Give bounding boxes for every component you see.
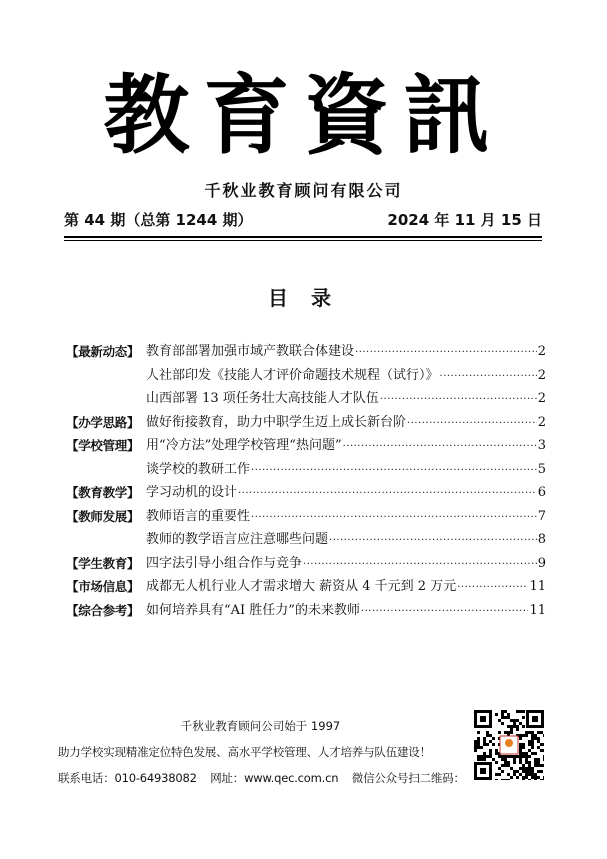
toc-entry[interactable] <box>66 481 546 505</box>
toc-entry-title: 四字法引导小组合作与竞争 <box>146 555 303 571</box>
toc-entry-title: 成都无人机行业人才需求增大 薪资从 4 千元到 2 万元 <box>146 579 457 594</box>
toc-entry-title: 谈学校的教研工作 <box>146 461 251 477</box>
issue-number: 第 44 期（总第 1244 期） <box>64 211 253 229</box>
toc-page-number: 11 <box>529 602 546 618</box>
toc-entry[interactable] <box>66 387 546 411</box>
contact-wechat: 微信公众号扫二维码： <box>351 771 465 785</box>
toc-page-number: 7 <box>537 508 546 524</box>
toc-page-number: 2 <box>537 391 546 406</box>
qr-logo-icon <box>505 739 513 747</box>
table-of-contents <box>66 340 546 622</box>
contact-website[interactable]: 网址：www.qec.com.cn <box>210 771 339 785</box>
toc-page-number: 5 <box>537 461 546 477</box>
toc-entry[interactable] <box>66 505 546 529</box>
header-rule-thin <box>64 240 542 241</box>
toc-category: 【办学思路】 <box>66 414 140 430</box>
toc-entry-title: 人社部印发《技能人才评价命题技术规程（试行）》 <box>146 367 439 383</box>
toc-entry[interactable] <box>66 458 546 482</box>
issue-info <box>64 209 542 231</box>
toc-entry-title: 教师语言的重要性 <box>146 508 251 524</box>
toc-leader <box>238 482 537 506</box>
toc-category: 【综合参考】 <box>66 602 140 618</box>
toc-leader <box>457 576 528 600</box>
toc-leader <box>251 506 537 530</box>
wechat-qr-code[interactable] <box>474 710 544 780</box>
footer-contact <box>58 770 468 786</box>
toc-entry-title: 用“冷方法”处理学校管理“热问题” <box>146 438 342 453</box>
toc-entry-title: 教育部部署加强市域产教联合体建设 <box>146 344 355 359</box>
toc-page-number: 2 <box>537 367 546 383</box>
toc-category: 【教育教学】 <box>66 485 140 500</box>
toc-entry[interactable] <box>66 552 546 576</box>
toc-leader <box>355 341 537 365</box>
toc-entry[interactable] <box>66 411 546 435</box>
contact-phone: 联系电话：010-64938082 <box>58 771 197 785</box>
toc-page-number: 3 <box>537 438 546 453</box>
toc-entry-title: 做好衔接教育，助力中职学生迈上成长新台阶 <box>146 414 407 430</box>
toc-leader <box>380 388 537 412</box>
toc-page-number: 8 <box>537 532 546 547</box>
toc-entry[interactable] <box>66 575 546 599</box>
toc-leader <box>361 600 529 624</box>
toc-page-number: 6 <box>537 485 546 500</box>
masthead-title: 教育資訊 <box>103 65 504 166</box>
toc-page-number: 9 <box>537 555 546 571</box>
issue-date: 2024 年 11 月 15 日 <box>387 211 542 229</box>
toc-title: 目 录 <box>268 286 339 310</box>
toc-entry-title: 如何培养具有“AI 胜任力”的未来教师 <box>146 602 360 618</box>
toc-entry-title: 学习动机的设计 <box>146 485 238 500</box>
toc-leader <box>251 459 537 483</box>
toc-category: 【学生教育】 <box>66 555 140 571</box>
toc-category: 【市场信息】 <box>66 579 140 594</box>
toc-entry[interactable] <box>66 528 546 552</box>
toc-entry-title: 山西部署 13 项任务壮大高技能人才队伍 <box>146 391 379 406</box>
toc-entry[interactable] <box>66 434 546 458</box>
footer-mission: 助力学校实现精准定位特色发展、高水平学校管理、人才培养与队伍建设！ <box>58 745 431 759</box>
toc-leader <box>343 435 537 459</box>
toc-entry-title: 教师的教学语言应注意哪些问题 <box>146 532 329 547</box>
toc-entry[interactable] <box>66 340 546 364</box>
toc-leader <box>440 365 537 389</box>
header-rule-thick <box>64 236 542 238</box>
toc-category: 【学校管理】 <box>66 438 140 453</box>
toc-page-number: 2 <box>537 344 546 359</box>
toc-page-number: 2 <box>537 414 546 430</box>
toc-entry[interactable] <box>66 599 546 623</box>
toc-category: 【教师发展】 <box>66 508 140 524</box>
toc-entry[interactable] <box>66 364 546 388</box>
company-name: 千秋业教育顾问有限公司 <box>204 181 403 200</box>
toc-category: 【最新动态】 <box>66 344 140 359</box>
toc-page-number: 11 <box>529 579 546 594</box>
toc-leader <box>329 529 537 553</box>
toc-leader <box>407 412 537 436</box>
toc-leader <box>303 553 537 577</box>
footer-intro: 千秋业教育顾问公司始于 1997 <box>180 719 341 733</box>
